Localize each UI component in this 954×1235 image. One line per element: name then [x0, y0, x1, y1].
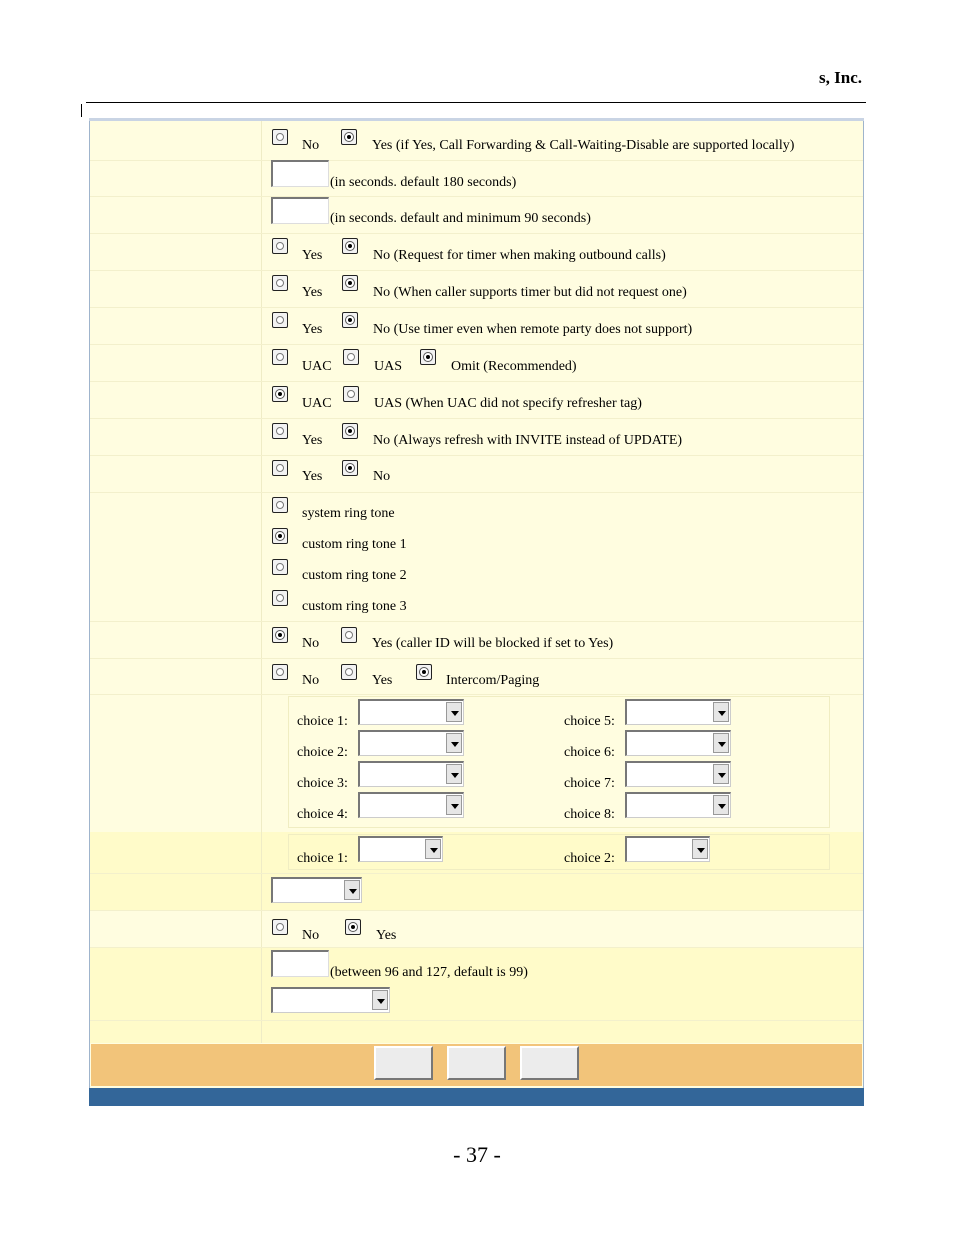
radio-label: UAC: [302, 396, 332, 411]
radio-label: Yes: [302, 433, 323, 448]
radio-ring-custom-3[interactable]: [272, 590, 288, 606]
radio-autoanswer-yes[interactable]: [341, 664, 357, 680]
page-number: - 37 -: [453, 1142, 501, 1167]
radio-label: No (When caller supports timer but did not request one): [373, 285, 687, 300]
row-divider: [90, 621, 863, 622]
radio-refresher-uas[interactable]: [343, 349, 359, 365]
choice-label: choice 6:: [564, 745, 615, 760]
chevron-down-icon: [344, 880, 360, 900]
mode-select[interactable]: [271, 987, 390, 1013]
row-divider: [90, 492, 863, 493]
radio-label: No: [302, 138, 320, 153]
choice-label: choice 1:: [297, 851, 348, 866]
radio-refresher-uac[interactable]: [272, 349, 288, 365]
video-choice-2-select[interactable]: [625, 836, 710, 862]
codec-choice-7-select[interactable]: [625, 761, 731, 787]
row-divider: [90, 344, 863, 345]
bottom-bar: [89, 1088, 864, 1106]
radio-label: Yes: [302, 322, 323, 337]
input-hint: (between 96 and 127, default is 99): [330, 965, 528, 980]
radio-option-no[interactable]: [272, 919, 288, 935]
apply-button[interactable]: [447, 1046, 506, 1080]
radio-autoanswer-no[interactable]: [272, 664, 288, 680]
min-se-input[interactable]: [271, 197, 329, 224]
payload-type-input[interactable]: [271, 950, 329, 977]
radio-plain-no[interactable]: [342, 460, 358, 476]
radio-label: No: [302, 636, 320, 651]
codec-choice-6-select[interactable]: [625, 730, 731, 756]
radio-option-yes[interactable]: [345, 919, 361, 935]
row-divider: [90, 873, 863, 874]
radio-label: Yes (caller ID will be blocked if set to Yes): [372, 636, 614, 651]
row-divider: [90, 1020, 863, 1021]
row-divider: [90, 381, 863, 382]
input-hint: (in seconds. default 180 seconds): [330, 175, 517, 190]
video-choice-1-select[interactable]: [358, 836, 443, 862]
choice-label: choice 4:: [297, 807, 348, 822]
radio-label: Yes: [376, 928, 397, 943]
choice-label: choice 2:: [564, 851, 615, 866]
radio-label: No (Use timer even when remote party does not support): [373, 322, 693, 337]
radio-label: No: [373, 469, 391, 484]
radio-forwarding-no[interactable]: [272, 129, 288, 145]
chevron-down-icon: [713, 795, 729, 815]
radio-refresh-method-no[interactable]: [342, 423, 358, 439]
chevron-down-icon: [713, 764, 729, 784]
row-divider: [90, 418, 863, 419]
choice-label: choice 3:: [297, 776, 348, 791]
codec-choice-2-select[interactable]: [358, 730, 464, 756]
codec-choice-8-select[interactable]: [625, 792, 731, 818]
radio-callerid-no[interactable]: [272, 627, 288, 643]
chevron-down-icon: [446, 733, 462, 753]
row-divider: [90, 694, 863, 695]
radio-ring-system[interactable]: [272, 497, 288, 513]
row-divider: [90, 160, 863, 161]
codec-choice-5-select[interactable]: [625, 699, 731, 725]
radio-forwarding-yes[interactable]: [341, 129, 357, 145]
chevron-down-icon: [372, 990, 388, 1010]
cancel-button[interactable]: [520, 1046, 579, 1080]
company-name: s, Inc.: [819, 68, 862, 87]
radio-timer-force-no[interactable]: [342, 312, 358, 328]
radio-label: UAS (When UAC did not specify refresher tag): [374, 396, 642, 411]
radio-label: Omit (Recommended): [451, 359, 577, 374]
codec-choice-3-select[interactable]: [358, 761, 464, 787]
radio-timer-caller-yes[interactable]: [272, 275, 288, 291]
radio-autoanswer-intercom[interactable]: [416, 664, 432, 680]
radio-label: Yes: [302, 285, 323, 300]
radio-ring-custom-1[interactable]: [272, 528, 288, 544]
radio-label: No (Always refresh with INVITE instead of UPDATE): [373, 433, 683, 448]
radio-plain-yes[interactable]: [272, 460, 288, 476]
radio-callerid-yes[interactable]: [341, 627, 357, 643]
radio-label: custom ring tone 1: [302, 537, 407, 552]
radio-timer-force-yes[interactable]: [272, 312, 288, 328]
radio-label: Intercom/Paging: [446, 673, 540, 688]
chevron-down-icon: [692, 839, 708, 859]
chevron-down-icon: [425, 839, 441, 859]
radio-refresher-omit[interactable]: [420, 349, 436, 365]
row-divider: [90, 910, 863, 911]
chevron-down-icon: [446, 764, 462, 784]
save-button[interactable]: [374, 1046, 433, 1080]
row-divider: [90, 658, 863, 659]
choice-label: choice 7:: [564, 776, 615, 791]
choice-label: choice 1:: [297, 714, 348, 729]
radio-timer-caller-no[interactable]: [342, 275, 358, 291]
radio-label: Yes: [372, 673, 393, 688]
codec-choice-1-select[interactable]: [358, 699, 464, 725]
chevron-down-icon: [713, 733, 729, 753]
choice-label: choice 8:: [564, 807, 615, 822]
chevron-down-icon: [713, 702, 729, 722]
choice-label: choice 2:: [297, 745, 348, 760]
radio-label: UAC: [302, 359, 332, 374]
row-divider: [90, 233, 863, 234]
radio-label: No: [302, 673, 320, 688]
chevron-down-icon: [446, 795, 462, 815]
radio-refresh-method-yes[interactable]: [272, 423, 288, 439]
label-column-divider: [261, 121, 262, 1043]
radio-ring-custom-2[interactable]: [272, 559, 288, 575]
row-divider: [90, 455, 863, 456]
chevron-down-icon: [446, 702, 462, 722]
session-expires-input[interactable]: [271, 160, 329, 187]
row-divider: [90, 196, 863, 197]
radio-label: custom ring tone 2: [302, 568, 407, 583]
choice-label: choice 5:: [564, 714, 615, 729]
header-rule: [86, 102, 866, 103]
panel-top-border: [89, 118, 864, 121]
header-tick: [81, 104, 82, 117]
radio-label: custom ring tone 3: [302, 599, 407, 614]
radio-label: system ring tone: [302, 506, 395, 521]
input-hint: (in seconds. default and minimum 90 seconds): [330, 211, 591, 226]
radio-label: Yes: [302, 469, 323, 484]
radio-label: No (Request for timer when making outbound calls): [373, 248, 666, 263]
radio-label: UAS: [374, 359, 403, 374]
radio-label: No: [302, 928, 320, 943]
row-divider: [90, 307, 863, 308]
radio-label: Yes: [302, 248, 323, 263]
radio-refresher-default-uas[interactable]: [343, 386, 359, 402]
row-divider: [90, 947, 863, 948]
radio-label: Yes (if Yes, Call Forwarding & Call-Waiting-Disable are supported locally): [372, 138, 795, 153]
radio-timer-outbound-yes[interactable]: [272, 238, 288, 254]
radio-refresher-default-uac[interactable]: [272, 386, 288, 402]
option-select[interactable]: [271, 877, 362, 903]
row-divider: [90, 270, 863, 271]
codec-choice-4-select[interactable]: [358, 792, 464, 818]
radio-timer-outbound-no[interactable]: [342, 238, 358, 254]
band-payload: [90, 947, 863, 1043]
